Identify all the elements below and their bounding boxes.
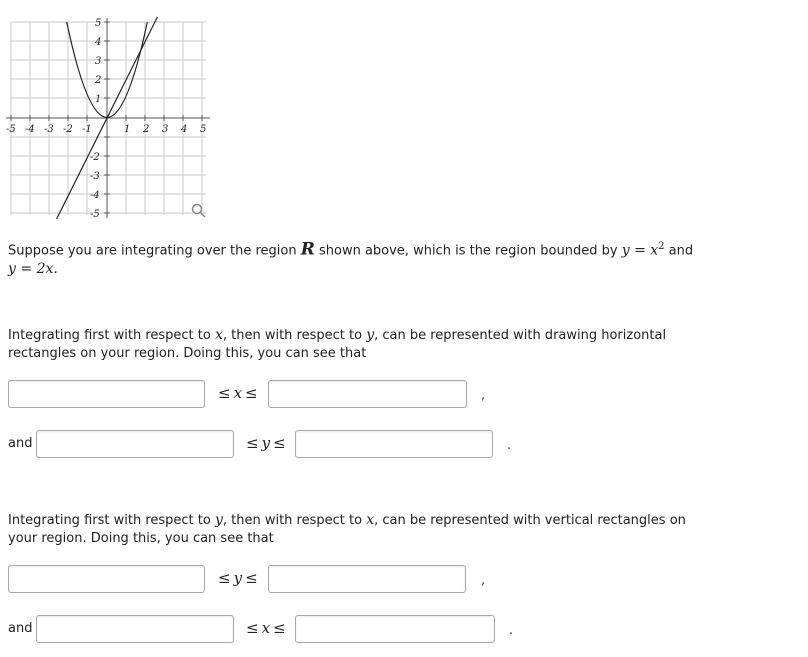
x-tick-label: -4 [25,124,35,135]
part1-x-upper-input[interactable] [268,380,467,408]
x-tick-label: 3 [162,124,169,135]
x-tick-label: 1 [124,124,131,135]
part1-var2: y [366,327,375,343]
y-tick-label: -5 [90,209,100,220]
part1-y-lower-input[interactable] [36,430,234,458]
part1-x-lower-input[interactable] [8,380,205,408]
leq-symbol: ≤ [245,384,258,402]
leq-symbol: ≤ [273,619,286,637]
x-tick-label: 4 [181,124,188,135]
comma: , [481,573,486,588]
part1-var1: x [214,327,223,343]
part2-x-lower-input[interactable] [36,615,234,643]
zoom-icon[interactable] [193,205,206,218]
eq1-lhs: y [621,242,630,259]
leq-symbol: ≤ [273,434,286,452]
part1-ineq2-symbols [246,434,286,452]
intro-middle: shown above, which is the region bounded by [314,243,622,259]
y-tick-label: 2 [95,75,102,86]
intro-before: Suppose you are integrating over the region [8,243,301,259]
part1-ineq1-symbols [218,384,258,402]
intro-text: Suppose you are integrating over the region R shown above, which is the region bounded by $y = x^2$ and y = 2x. [8,239,694,278]
part2-suffix: , can be represented with vertical rectangles on your region. Doing this, you can see that [8,513,686,546]
part2-var2: x [366,512,375,528]
leq-symbol: ≤ [218,384,231,402]
part2-ineq2-symbols [246,619,286,637]
period: . [507,438,512,453]
x-tick-label: -3 [44,124,54,135]
leq-symbol: ≤ [246,619,259,637]
leq-symbol: ≤ [246,434,259,452]
y-tick-label: -4 [90,190,100,201]
x-tick-label: -2 [63,124,73,135]
eq2-rhs: 2x. [36,261,58,278]
eq1-rhs: x [650,242,659,259]
intro-and: and [664,243,694,259]
x-tick-label: -5 [6,124,16,135]
region-symbol: R [300,239,315,260]
part2-ineq1-symbols [218,569,258,587]
part1-prefix: Integrating first with respect to [8,328,215,343]
ineq-variable: x [233,384,243,402]
and-label: and [8,621,33,636]
x-tick-label: 2 [143,124,150,135]
part1-suffix: , can be represented with drawing horizontal rectangles on your region. Doing this, you can see that [8,328,667,361]
part2-instructions [8,511,718,548]
part2-x-upper-input[interactable] [295,615,495,643]
eq2-lhs: y [8,261,16,278]
part1-middle: , then with respect to [222,328,367,343]
x-tick-label: 5 [200,124,207,135]
part2-var1: y [214,512,223,528]
part2-y-upper-input[interactable] [268,565,466,593]
part2-prefix: Integrating first with respect to [8,513,215,528]
ineq-variable: y [261,434,271,452]
region-graph [0,0,215,225]
comma: , [481,388,486,403]
y-tick-label: 3 [95,56,102,67]
and-label: and [8,436,33,451]
ineq-variable: y [233,569,243,587]
y-tick-label: 5 [95,18,102,29]
y-tick-label: 1 [95,94,102,105]
eq1-exp: 2 [658,241,665,252]
part2-y-lower-input[interactable] [8,565,205,593]
period: . [509,623,514,638]
ineq-variable: x [261,619,271,637]
leq-symbol: ≤ [245,569,258,587]
part1-instructions [8,326,698,363]
part1-y-upper-input[interactable] [295,430,493,458]
y-tick-label: -2 [90,152,100,163]
leq-symbol: ≤ [218,569,231,587]
x-tick-label: -1 [82,124,92,135]
y-tick-label: -3 [90,171,100,182]
part2-middle: , then with respect to [222,513,367,528]
y-tick-label: 4 [95,37,102,48]
